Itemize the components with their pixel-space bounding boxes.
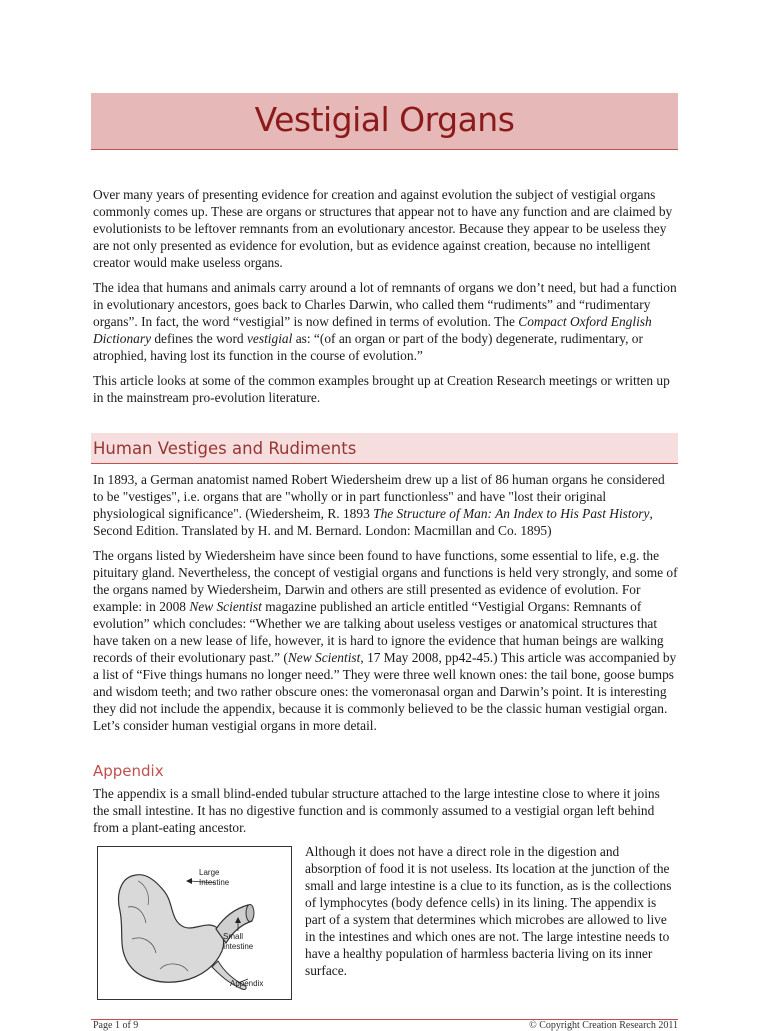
intro-paragraph-3: This article looks at some of the common examples brought up at Creation Research meetings or written up in the mainstream pro-evolution literature. [93, 373, 670, 405]
intro-block [93, 186, 678, 406]
label-small: Small [223, 932, 244, 941]
footer-copyright: © Copyright Creation Research 2011 [529, 1020, 678, 1031]
label-intestine-1: Intestine [199, 878, 230, 887]
section-banner [91, 433, 678, 464]
intro-paragraph-1: Over many years of presenting evidence for creation and against evolution the subject of vestigial organs commonly comes up. These are organs or structures that appear not to have any function and are claimed by evolutionists to be leftover remnants from an evolutionary ancestor. Because they appear to be useless they are not only presented as evidence for evolution, but as evidence against creation, because no intelligent creator would make useless organs. [93, 187, 673, 270]
appendix-side-text: Although it does not have a direct role in the digestion and absorption of food it is not useless. Its location at the junction of the small and large intestine is a clue to its function, as is the collections of lymphocytes (body defence cells) in its lining. The appendix is part of a system that determines which microbes are allowed to live in the intestines and which ones are not. The large intestine needs to have a healthy population of harmless bacteria living on its inner surface. [305, 844, 672, 978]
label-large: Large [199, 868, 220, 877]
title-banner [91, 93, 678, 150]
page-title: Vestigial Organs [254, 99, 515, 139]
appendix-figure [97, 846, 292, 1000]
appendix-paragraph-1: The appendix is a small blind-ended tubular structure attached to the large intestine close to where it joins the small intestine. It has no digestive function and is commonly assumed to a vestigial organ left behind from a plant-eating ancestor. [93, 786, 660, 835]
appendix-intro [93, 785, 678, 836]
section-heading: Human Vestiges and Rudiments [93, 439, 357, 458]
intestine-illustration [98, 847, 291, 999]
section-block [93, 471, 678, 734]
label-intestine-2: Intestine [223, 942, 254, 951]
label-appendix: Appendix [230, 979, 264, 988]
appendix-heading: Appendix [93, 762, 164, 780]
section-paragraph-1: In 1893, a German anatomist named Robert Wiedersheim drew up a list of 86 human organs he considered to be "vestiges", i.e. organs that are "wholly or in part functionless" and have "lost their original physiological significance". (Wiedersheim, R. 1893 The Structure of Man: An Index to His Past History, Second Edition. Translated by H. and M. Bernard. London: Macmillan and Co. 1895) [93, 472, 665, 538]
footer-page-number: Page 1 of 9 [93, 1020, 139, 1031]
section-paragraph-2: The organs listed by Wiedersheim have since been found to have functions, some essential to life, e.g. the pituitary gland. Nevertheless, the concept of vestigial organs and functions is held very strongly, and some of the organs named by Wiedersheim, Darwin and others are still presented as evidence of evolution. For example: in 2008 New Scientist magazine published an article entitled “Vestigial Organs: Remnants of evolution” which concludes: “Whether we are talking about useless vestiges or anatomical structures that have taken on a new lease of life, however, it is hard to ignore the evidence that human beings are walking records of their evolutionary past.” (New Scientist, 17 May 2008, pp42-45.) This article was accompanied by a list of “Five things humans no longer need.” They were three well known ones: the tail bone, goose bumps and wisdom teeth; and two rather obscure ones: the vomeronasal organ and Darwin’s point. It is interesting they did not include the appendix, because it is commonly believed to be the classic human vestigial organ. Let’s consider human vestigial organs in more detail. [93, 548, 678, 733]
intro-paragraph-2: The idea that humans and animals carry around a lot of remnants of organs we don’t need, but had a function in evolutionary ancestors, goes back to Charles Darwin, who called them “rudiments” and “rudimentary organs”. In fact, the word “vestigial” is now defined in terms of evolution. The Compact Oxford English Dictionary defines the word vestigial as: “(of an organ or part of the body) degenerate, rudimentary, or atrophied, having lost its function in the course of evolution.” [93, 280, 677, 363]
